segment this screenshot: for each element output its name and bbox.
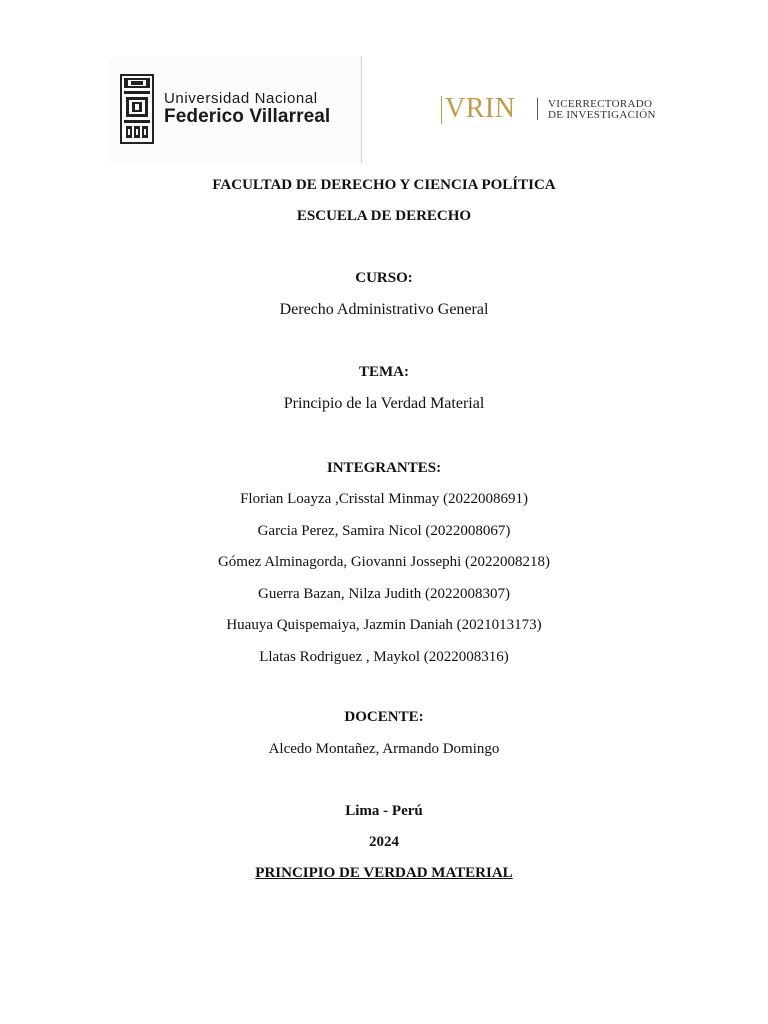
place: Lima - Perú <box>345 803 423 819</box>
vrin-wordmark: VRIN <box>445 93 516 124</box>
member-item: Guerra Bazan, Nilza Judith (2022008307) <box>257 586 510 602</box>
member-item: Garcia Perez, Samira Nicol (2022008067) <box>257 523 511 539</box>
section-heading: PRINCIPIO DE VERDAD MATERIAL <box>255 865 513 881</box>
vrin-left-bar <box>441 96 442 124</box>
vrin-subtitle-line2: DE INVESTIGACIÓN <box>548 109 656 121</box>
topic-label: TEMA: <box>359 364 409 380</box>
university-name-line1: Universidad Nacional <box>164 90 318 107</box>
faculty-title: FACULTAD DE DERECHO Y CIENCIA POLÍTICA <box>212 177 556 193</box>
member-item: Florian Loayza ,Crisstal Minmay (2022008691) <box>240 491 528 507</box>
university-name-line2: Federico Villarreal <box>164 106 331 127</box>
vrin-separator <box>537 98 538 120</box>
university-crest-icon <box>120 74 154 144</box>
teacher-value: Alcedo Montañez, Armando Domingo <box>268 741 500 757</box>
member-item: Llatas Rodriguez , Maykol (2022008316) <box>259 649 509 665</box>
teacher-label: DOCENTE: <box>344 709 424 725</box>
course-label: CURSO: <box>355 270 413 286</box>
members-label: INTEGRANTES: <box>326 460 442 476</box>
vrin-subtitle-line1: VICERRECTORADO <box>548 98 653 110</box>
university-name <box>164 91 354 127</box>
member-item: Gómez Alminagorda, Giovanni Jossephi (2022008218) <box>217 554 551 570</box>
vrin-subtitle <box>548 99 656 121</box>
school-title: ESCUELA DE DERECHO <box>296 208 472 224</box>
header-divider <box>361 57 362 163</box>
vrin-logo <box>441 94 671 126</box>
member-item: Huauya Quispemaiya, Jazmin Daniah (2021013173) <box>226 617 542 633</box>
year: 2024 <box>369 834 399 850</box>
university-logo <box>108 57 362 163</box>
course-value: Derecho Administrativo General <box>279 301 489 318</box>
topic-value: Principio de la Verdad Material <box>283 395 485 412</box>
